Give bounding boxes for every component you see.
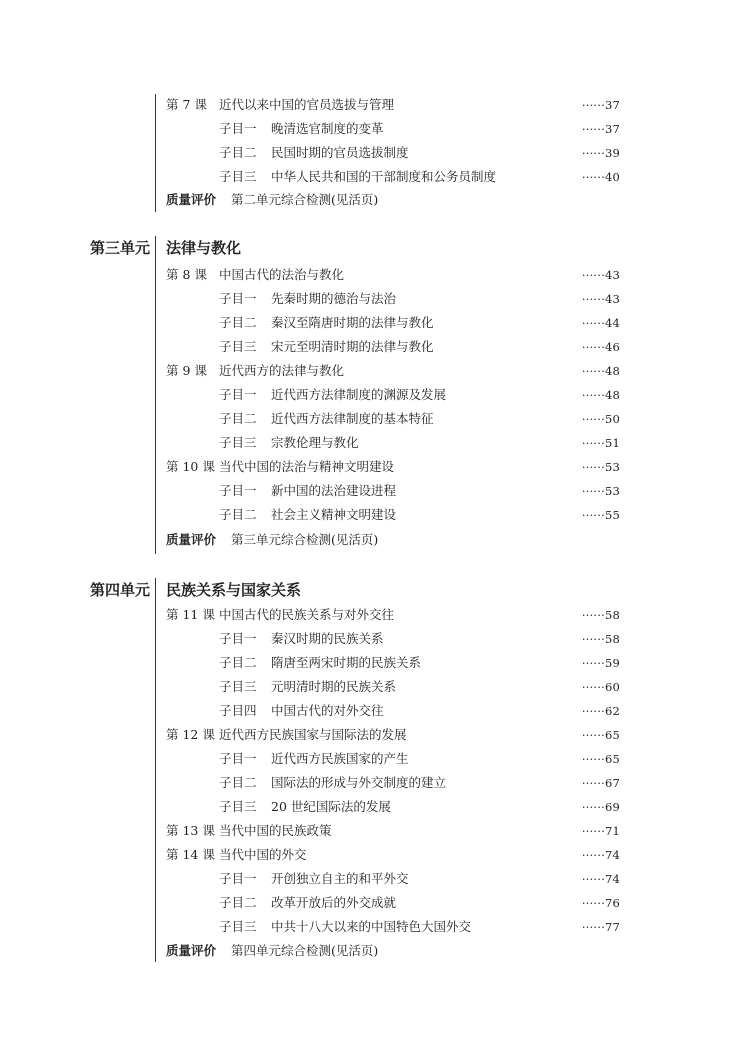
unit-label: 第四单元 [90, 581, 151, 599]
page-number: ······53 [581, 460, 620, 474]
quality-evaluation-label: 质量评价 [166, 532, 217, 547]
page-number: ······40 [581, 170, 620, 184]
subtopic-entry [0, 797, 750, 817]
page-number: ······67 [581, 776, 620, 790]
lesson-entry [0, 95, 750, 115]
page-number: ······74 [581, 848, 620, 862]
subtopic-title: 近代西方民族国家的产生 [271, 751, 409, 766]
page-number: ······69 [581, 800, 620, 814]
lesson-title: 近代以来中国的官员选拔与管理 [219, 97, 395, 112]
subtopic-entry [0, 773, 750, 793]
lesson-title: 中国古代的民族关系与对外交往 [219, 607, 395, 622]
subtopic-title: 民国时期的官员选拔制度 [271, 145, 409, 160]
page-number: ······48 [581, 364, 620, 378]
lesson-title: 中国古代的法治与教化 [219, 267, 345, 282]
page-number: ······44 [581, 316, 620, 330]
subtopic-title: 先秦时期的德治与法治 [271, 291, 397, 306]
page-number: ······46 [581, 340, 620, 354]
quality-evaluation-entry [0, 190, 750, 210]
unit-label: 第三单元 [90, 239, 151, 257]
subtopic-number: 子目一 [219, 871, 257, 886]
subtopic-title: 近代西方法律制度的渊源及发展 [271, 387, 447, 402]
subtopic-entry [0, 505, 750, 525]
subtopic-number: 子目一 [219, 291, 257, 306]
unit-heading [0, 236, 750, 260]
page-number: ······77 [581, 920, 620, 934]
subtopic-number: 子目三 [219, 339, 257, 354]
page-number: ······37 [581, 122, 620, 136]
subtopic-entry [0, 313, 750, 333]
quality-evaluation-entry [0, 530, 750, 550]
lesson-number: 第 8 课 [166, 267, 207, 282]
subtopic-entry [0, 893, 750, 913]
quality-evaluation-entry [0, 941, 750, 961]
page-number: ······74 [581, 872, 620, 886]
subtopic-title: 晚清选官制度的变革 [271, 121, 384, 136]
subtopic-entry [0, 289, 750, 309]
lesson-title: 近代西方的法律与教化 [219, 363, 345, 378]
subtopic-number: 子目三 [219, 169, 257, 184]
page-number: ······65 [581, 752, 620, 766]
lesson-number: 第 14 课 [166, 847, 215, 862]
lesson-entry [0, 265, 750, 285]
unit-title: 法律与教化 [166, 239, 242, 257]
subtopic-number: 子目四 [219, 703, 257, 718]
subtopic-entry [0, 385, 750, 405]
lesson-entry [0, 605, 750, 625]
page-number: ······62 [581, 704, 620, 718]
page-number: ······39 [581, 146, 620, 160]
lesson-title: 当代中国的法治与精神文明建设 [219, 459, 395, 474]
page-number: ······55 [581, 508, 620, 522]
subtopic-entry [0, 119, 750, 139]
subtopic-number: 子目二 [219, 655, 257, 670]
lesson-entry [0, 457, 750, 477]
subtopic-number: 子目二 [219, 145, 257, 160]
page-number: ······48 [581, 388, 620, 402]
subtopic-number: 子目一 [219, 631, 257, 646]
lesson-number: 第 7 课 [166, 97, 207, 112]
page-number: ······50 [581, 412, 620, 426]
page-number: ······43 [581, 268, 620, 282]
subtopic-entry [0, 481, 750, 501]
page-number: ······60 [581, 680, 620, 694]
page-number: ······58 [581, 608, 620, 622]
subtopic-number: 子目二 [219, 775, 257, 790]
subtopic-number: 子目三 [219, 679, 257, 694]
subtopic-entry [0, 167, 750, 187]
subtopic-entry [0, 869, 750, 889]
subtopic-number: 子目二 [219, 507, 257, 522]
subtopic-title: 国际法的形成与外交制度的建立 [271, 775, 447, 790]
lesson-title: 当代中国的民族政策 [219, 823, 332, 838]
subtopic-entry [0, 677, 750, 697]
lesson-entry [0, 725, 750, 745]
subtopic-number: 子目三 [219, 435, 257, 450]
quality-evaluation-title: 第三单元综合检测(见活页) [231, 532, 379, 547]
lesson-entry [0, 845, 750, 865]
subtopic-entry [0, 917, 750, 937]
subtopic-entry [0, 143, 750, 163]
lesson-entry [0, 821, 750, 841]
subtopic-title: 中华人民共和国的干部制度和公务员制度 [271, 169, 497, 184]
subtopic-title: 近代西方法律制度的基本特征 [271, 411, 434, 426]
subtopic-number: 子目一 [219, 121, 257, 136]
subtopic-title: 开创独立自主的和平外交 [271, 871, 409, 886]
subtopic-number: 子目二 [219, 315, 257, 330]
page-number: ······37 [581, 98, 620, 112]
subtopic-number: 子目一 [219, 387, 257, 402]
subtopic-number: 子目一 [219, 483, 257, 498]
subtopic-entry [0, 629, 750, 649]
lesson-number: 第 13 课 [166, 823, 215, 838]
lesson-number: 第 11 课 [166, 607, 215, 622]
page-number: ······58 [581, 632, 620, 646]
subtopic-title: 秦汉时期的民族关系 [271, 631, 384, 646]
page-number: ······76 [581, 896, 620, 910]
page-number: ······71 [581, 824, 620, 838]
subtopic-title: 宋元至明清时期的法律与教化 [271, 339, 434, 354]
quality-evaluation-title: 第四单元综合检测(见活页) [231, 943, 379, 958]
subtopic-number: 子目二 [219, 895, 257, 910]
subtopic-title: 中共十八大以来的中国特色大国外交 [271, 919, 472, 934]
subtopic-number: 子目三 [219, 919, 257, 934]
subtopic-title: 新中国的法治建设进程 [271, 483, 397, 498]
subtopic-entry [0, 653, 750, 673]
subtopic-title: 中国古代的对外交往 [271, 703, 384, 718]
subtopic-title: 秦汉至隋唐时期的法律与教化 [271, 315, 434, 330]
subtopic-entry [0, 433, 750, 453]
subtopic-number: 子目二 [219, 411, 257, 426]
subtopic-title: 改革开放后的外交成就 [271, 895, 397, 910]
unit-title: 民族关系与国家关系 [166, 581, 302, 599]
unit-heading [0, 578, 750, 602]
lesson-number: 第 9 课 [166, 363, 207, 378]
page-number: ······51 [581, 436, 620, 450]
subtopic-number: 子目一 [219, 751, 257, 766]
quality-evaluation-label: 质量评价 [166, 192, 217, 207]
subtopic-entry [0, 749, 750, 769]
subtopic-title: 隋唐至两宋时期的民族关系 [271, 655, 422, 670]
page-number: ······53 [581, 484, 620, 498]
lesson-title: 近代西方民族国家与国际法的发展 [219, 727, 407, 742]
quality-evaluation-title: 第二单元综合检测(见活页) [231, 192, 379, 207]
lesson-number: 第 10 课 [166, 459, 215, 474]
subtopic-number: 子目三 [219, 799, 257, 814]
lesson-title: 当代中国的外交 [219, 847, 307, 862]
subtopic-title: 宗教伦理与教化 [271, 435, 359, 450]
quality-evaluation-label: 质量评价 [166, 943, 217, 958]
subtopic-title: 社会主义精神文明建设 [271, 507, 397, 522]
subtopic-title: 20 世纪国际法的发展 [271, 799, 391, 814]
page-number: ······43 [581, 292, 620, 306]
lesson-number: 第 12 课 [166, 727, 215, 742]
page-number: ······65 [581, 728, 620, 742]
lesson-entry [0, 361, 750, 381]
subtopic-entry [0, 337, 750, 357]
page-number: ······59 [581, 656, 620, 670]
subtopic-title: 元明清时期的民族关系 [271, 679, 397, 694]
subtopic-entry [0, 409, 750, 429]
subtopic-entry [0, 701, 750, 721]
